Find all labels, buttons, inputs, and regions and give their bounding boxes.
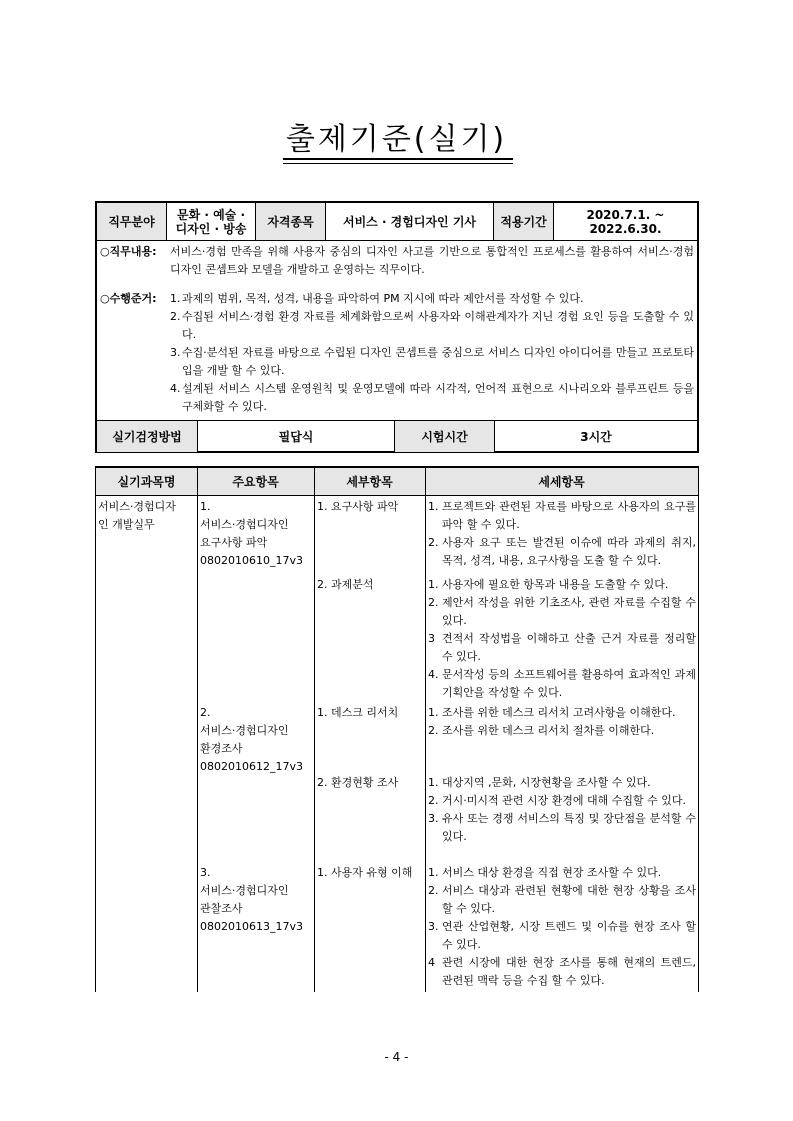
detail-item: 1. 대상지역 ,문화, 시장현황을 조사할 수 있다. xyxy=(428,776,651,789)
detail-item: 2. 서비스 대상과 관련된 현황에 대한 현장 상황을 조사 할 수 있다. xyxy=(428,884,696,915)
detail-item: 3. 유사 또는 경쟁 서비스의 특징 및 장단점을 분석할 수 있다. xyxy=(428,812,696,843)
time-label: 시험시간 xyxy=(395,421,495,452)
criteria-item: 2. 수집된 서비스·경험 환경 자료를 체계화함으로써 사용자와 이해관계자가 지닌 경험 요인 등을 도출할 수 있다. xyxy=(170,310,694,341)
detail-item: 1. 프로젝트와 관련된 자료를 바탕으로 사용자의 요구를 파악 할 수 있다. xyxy=(428,500,696,531)
method-label: 실기검정방법 xyxy=(97,421,198,452)
detail-item: 3 견적서 작성법을 이해하고 산출 근거 자료를 정리할 수 있다. xyxy=(428,632,696,663)
detail-group xyxy=(428,864,696,990)
page-title: 출제기준(실기) xyxy=(285,122,508,157)
detail-item: 2. 제안서 작성을 위한 기초조사, 관련 자료를 수집할 수 있다. xyxy=(428,596,696,627)
method-value: 필답식 xyxy=(198,421,395,452)
column-divider xyxy=(314,468,315,992)
sub-item: 1. 사용자 유형 이해 xyxy=(317,866,413,879)
detail-group xyxy=(428,704,696,740)
main-item-2: 2. 서비스·경험디자인 환경조사 0802010612_17v3 xyxy=(200,706,303,773)
period-value xyxy=(554,203,697,240)
column-divider xyxy=(197,468,198,992)
job-field-label: 직무분야 xyxy=(97,203,167,240)
detail-group xyxy=(428,498,696,570)
detail-item: 2. 사용자 요구 또는 발견된 이슈에 따라 과제의 취지, 목적, 성격, 내용, 요구사항을 도출 할 수 있다. xyxy=(428,536,696,567)
time-value: 3시간 xyxy=(580,430,612,444)
detail-item: 2. 조사를 위한 데스크 리서치 절차를 이해한다. xyxy=(428,724,655,737)
header-sub-item: 세부항목 xyxy=(314,468,425,495)
criteria-label: ○수행준거: xyxy=(100,292,157,305)
sub-item: 2. 환경현황 조사 xyxy=(317,776,399,789)
period-label: 적용기간 xyxy=(494,203,554,240)
sub-item: 1. 요구사항 파악 xyxy=(317,500,399,513)
info-header-row xyxy=(97,203,697,241)
header-detail-item: 세세항목 xyxy=(425,468,698,495)
detail-item: 4 관련 시장에 대한 현장 조사를 통해 현재의 트렌드, 관련된 맥락 등을 수집 할 수 있다. xyxy=(428,956,696,987)
detail-item: 1. 사용자에 필요한 항목과 내용을 도출할 수 있다. xyxy=(428,578,669,591)
criteria-section xyxy=(100,290,694,416)
criteria-item: 1. 과제의 범위, 목적, 성격, 내용을 파악하여 PM 지시에 따라 제안서를 작성할 수 있다. xyxy=(170,292,584,305)
header-subject: 실기과목명 xyxy=(96,468,197,495)
subject-cell: 서비스·경험디자 인 개발실무 xyxy=(98,500,176,531)
qual-label: 자격종목 xyxy=(256,203,326,240)
criteria-item: 4. 설계된 서비스 시스템 운영원칙 및 운영모델에 따라 시각적, 언어적 표현으로 시나리오와 블루프린트 등을 구체화할 수 있다. xyxy=(170,382,694,413)
qual-value: 서비스 · 경험디자인 기사 xyxy=(326,203,494,240)
job-field-line2: 디자인 · 방송 xyxy=(175,221,247,236)
method-row xyxy=(97,420,697,452)
detail-item: 2. 거시·미시적 관련 시장 환경에 대해 수집할 수 있다. xyxy=(428,794,686,807)
sub-item: 2. 과제분석 xyxy=(317,578,374,591)
title-underline-thin xyxy=(283,163,513,164)
duty-label: ○직무내용: xyxy=(100,245,157,258)
page-number: - 4 - xyxy=(384,1050,409,1064)
title-underline xyxy=(283,158,513,160)
detail-group xyxy=(428,576,696,702)
duty-section xyxy=(100,243,694,279)
sub-item: 1. 데스크 리서치 xyxy=(317,706,399,719)
job-field-value xyxy=(167,203,256,240)
column-divider xyxy=(425,468,426,992)
period-line1: 2020.7.1. ~ xyxy=(586,207,665,222)
criteria-item: 3. 수집·분석된 자료를 바탕으로 수립된 디자인 콘셉트를 중심으로 서비스 디자인 아이디어를 만들고 프로토타입을 개발 할 수 있다. xyxy=(170,346,694,377)
main-item-1: 1. 서비스·경험디자인 요구사항 파악 0802010610_17v3 xyxy=(200,500,303,567)
info-description xyxy=(100,243,694,416)
header-main-item: 주요항목 xyxy=(197,468,314,495)
detail-group xyxy=(428,774,696,846)
detail-item: 1. 조사를 위한 데스크 리서치 고려사항을 이해한다. xyxy=(428,706,676,719)
duty-text: 서비스·경험 만족을 위해 사용자 중심의 디자인 사고를 기반으로 통합적인 프로세스를 활용하여 서비스·경험 디자인 콘셉트와 모델을 개발하고 운영하는 직무이다. xyxy=(170,245,694,276)
table-header-row xyxy=(96,468,698,496)
detail-item: 4. 문서작성 등의 소프트웨어를 활용하여 효과적인 과제 기획안을 작성할 수 있다. xyxy=(428,668,696,699)
job-field-line1: 문화 · 예술 · xyxy=(176,207,246,222)
main-item-3: 3. 서비스·경험디자인 관찰조사 0802010613_17v3 xyxy=(200,866,303,933)
detail-item: 1. 서비스 대상 환경을 직접 현장 조사할 수 있다. xyxy=(428,866,662,879)
criteria-table xyxy=(95,466,699,992)
info-box xyxy=(95,201,699,453)
detail-item: 3. 연관 산업현황, 시장 트렌드 및 이슈를 현장 조사 할 수 있다. xyxy=(428,920,696,951)
period-line2: 2022.6.30. xyxy=(589,221,662,236)
